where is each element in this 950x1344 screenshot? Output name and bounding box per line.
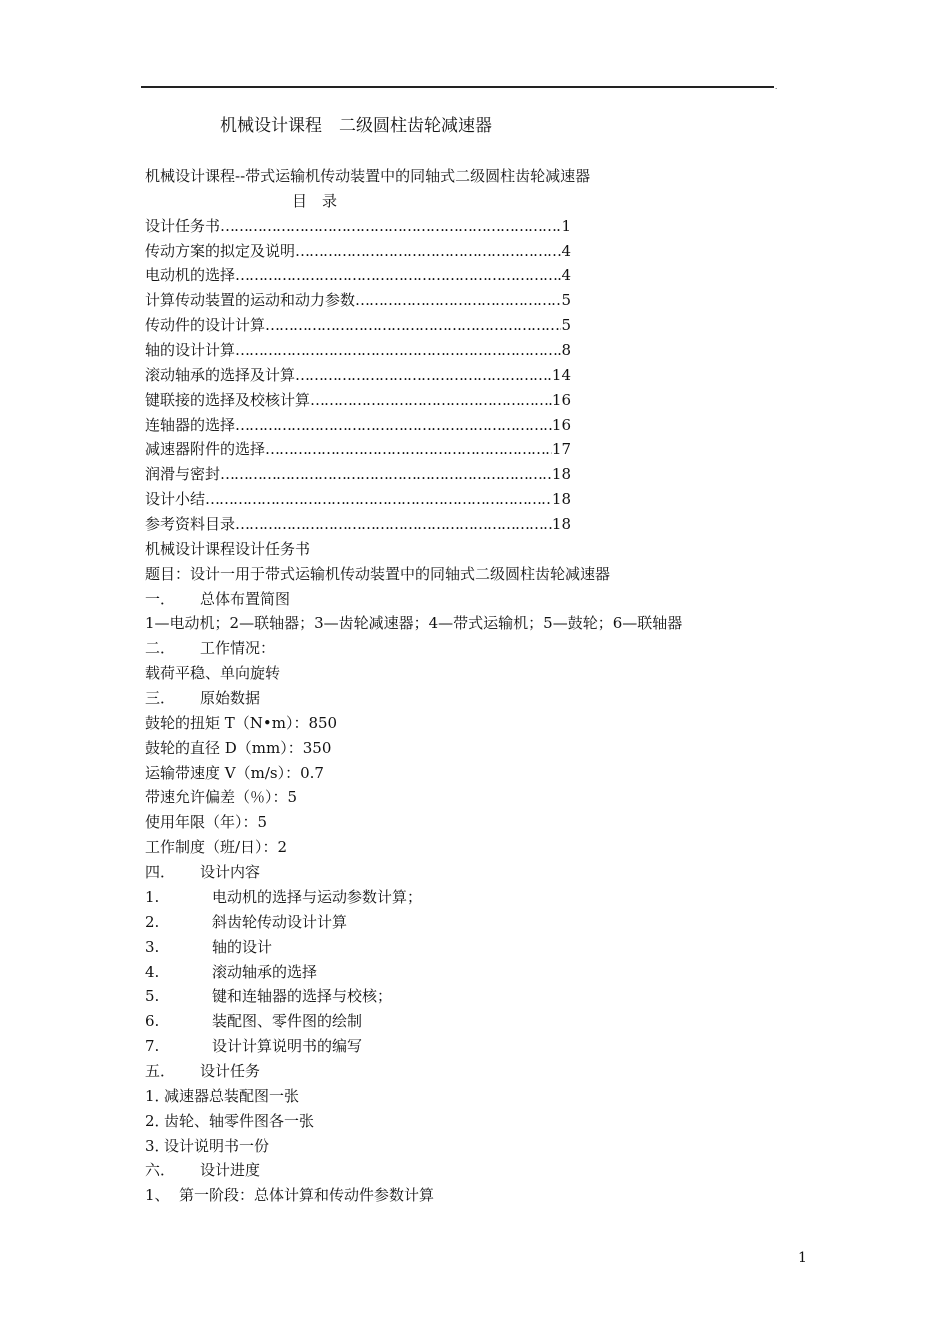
list-item: 1. 电动机的选择与运动参数计算； (145, 887, 423, 906)
toc-entry[interactable]: 润滑与密封 …………………………………………………………………………………………………………………………………… 18 (145, 462, 571, 487)
toc-entry[interactable]: 连轴器的选择 …………………………………………………………………………………………………………………………………… 16 (145, 413, 571, 438)
list-item: 3．设计说明书一份 (145, 1136, 270, 1155)
toc-entry[interactable]: 轴的设计计算 …………………………………………………………………………………………………………………………………… 8 (145, 338, 571, 363)
table-of-contents (145, 214, 785, 537)
document-title: 机械设计课程--带式运输机传动装置中的同轴式二级圆柱齿轮减速器 (145, 167, 591, 185)
section-heading: 六． 设计进度 (145, 1161, 261, 1180)
data-item: 鼓轮的直径 D（mm）：350 (145, 738, 332, 757)
header-rule (141, 86, 774, 88)
section-heading: 一． 总体布置简图 (145, 589, 291, 608)
data-item: 带速允许偏差（％）：5 (145, 788, 298, 807)
toc-entry[interactable]: 传动方案的拟定及说明 …………………………………………………………………………………………………………………………………… 4 (145, 239, 571, 264)
data-item: 运输带速度 V（m/s）：0.7 (145, 763, 324, 782)
list-item: 6. 装配图、零件图的绘制 (145, 1012, 363, 1031)
toc-entry[interactable]: 减速器附件的选择 …………………………………………………………………………………………………………………………………… 17 (145, 437, 571, 462)
list-item: 3. 轴的设计 (145, 937, 273, 956)
running-header: 机械设计课程 二级圆柱齿轮减速器 (220, 116, 492, 136)
data-item: 工作制度（班/日）：2 (145, 838, 288, 857)
list-item: 2．齿轮、轴零件图各一张 (145, 1111, 315, 1130)
list-item: 5. 键和连轴器的选择与校核； (145, 987, 393, 1006)
toc-entry[interactable]: 参考资料目录 …………………………………………………………………………………………………………………………………… 18 (145, 512, 571, 537)
section-heading: 五． 设计任务 (145, 1061, 261, 1080)
toc-entry[interactable]: 传动件的设计计算 …………………………………………………………………………………………………………………………………… 5 (145, 313, 571, 338)
layout-legend: 1—电动机；2—联轴器；3—齿轮减速器；4—带式运输机；5—鼓轮；6—联轴器 (145, 614, 683, 633)
working-condition: 载荷平稳、单向旋转 (145, 664, 281, 683)
list-item: 1、 第一阶段：总体计算和传动件参数计算 (145, 1186, 435, 1205)
list-item: 4. 滚动轴承的选择 (145, 962, 318, 981)
header-rule-mark: . (775, 83, 778, 91)
section-heading: 四． 设计内容 (145, 863, 261, 882)
toc-heading: 目 录 (292, 191, 338, 210)
page-number: 1 (798, 1250, 807, 1266)
data-item: 使用年限（年）：5 (145, 813, 268, 832)
toc-entry[interactable]: 键联接的选择及校核计算 …………………………………………………………………………………………………………………………………… 16 (145, 388, 571, 413)
section-heading: 三． 原始数据 (145, 689, 261, 708)
toc-entry[interactable]: 滚动轴承的选择及计算 …………………………………………………………………………………………………………………………………… 14 (145, 363, 571, 388)
list-item: 7. 设计计算说明书的编写 (145, 1037, 363, 1056)
task-book-title: 机械设计课程设计任务书 (145, 539, 311, 558)
topic: 题目：设计一用于带式运输机传动装置中的同轴式二级圆柱齿轮减速器 (145, 564, 611, 583)
toc-entry[interactable]: 设计小结 …………………………………………………………………………………………………………………………………… 18 (145, 487, 571, 512)
toc-entry[interactable]: 电动机的选择 …………………………………………………………………………………………………………………………………… 4 (145, 263, 571, 288)
data-item: 鼓轮的扭矩 T（N•m）：850 (145, 713, 338, 732)
list-item: 1．减速器总装配图一张 (145, 1086, 300, 1105)
list-item: 2. 斜齿轮传动设计计算 (145, 912, 348, 931)
document-body (145, 164, 785, 1208)
section-heading: 二． 工作情况： (145, 639, 276, 658)
toc-entry[interactable]: 设计任务书 …………………………………………………………………………………………………………………………………… 1 (145, 214, 571, 239)
toc-entry[interactable]: 计算传动装置的运动和动力参数 …………………………………………………………………………………………………………………………………… 5 (145, 288, 571, 313)
